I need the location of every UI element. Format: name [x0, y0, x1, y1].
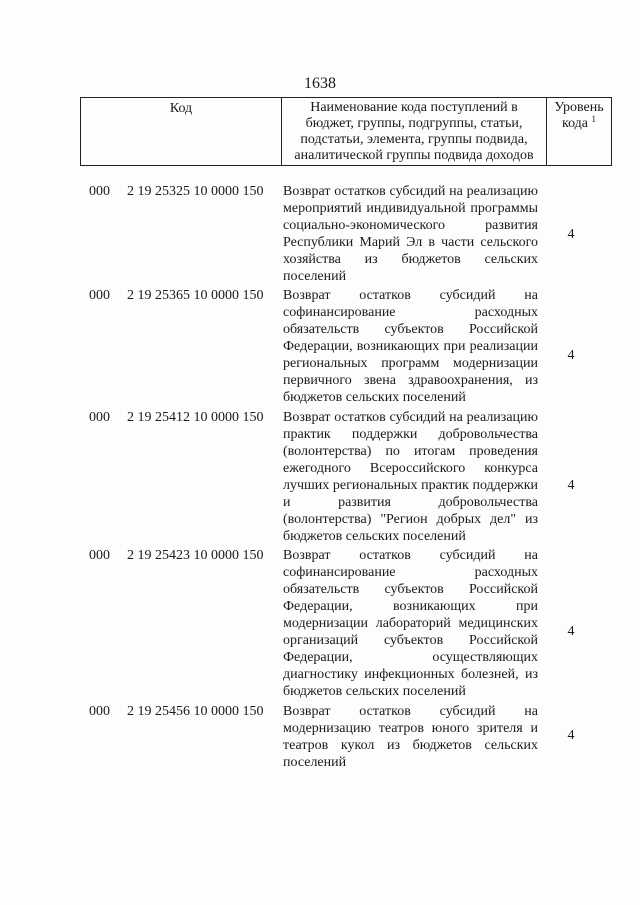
- admin-code: 000: [89, 288, 110, 303]
- revenue-code: 2 19 25412 10 0000 150: [127, 410, 264, 425]
- table-row: [0, 183, 640, 286]
- table-row: [0, 703, 640, 772]
- revenue-code: 2 19 25325 10 0000 150: [127, 184, 264, 199]
- code-list: [0, 183, 640, 772]
- code-level: 4: [567, 348, 575, 363]
- code-description: Возврат остатков субсидий на реализацию мероприятий индивидуальной программы социально-экономического развития Республики Марий Эл в части сельского хозяйства из бюджетов сельских поселений: [283, 184, 538, 284]
- page-number: 1638: [304, 75, 336, 92]
- code-level: 4: [567, 728, 575, 743]
- code-level: 4: [567, 478, 575, 493]
- table-row: [0, 287, 640, 407]
- header-name: Наименование кода поступлений в бюджет, группы, подгруппы, статьи, подстатьи, элемента, группы подвида, аналитической группы подвида доходов: [282, 98, 547, 166]
- header-table: [80, 97, 612, 166]
- table-row: [0, 547, 640, 701]
- code-description: Возврат остатков субсидий на софинансирование расходных обязательств субъектов Российской Федерации, возникающих при модернизации лабораторий медицинских организаций субъектов Российской Федерации, осуществляющих диагностику инфекционных болезней, из бюджетов сельских поселений: [283, 548, 538, 699]
- code-description: Возврат остатков субсидий на софинансирование расходных обязательств субъектов Российской Федерации, возникающих при реализации региональных программ модернизации первичного звена здравоохранения, из бюджетов сельских поселений: [283, 288, 538, 405]
- header-code: Код: [81, 98, 282, 166]
- code-description: Возврат остатков субсидий на реализацию практик поддержки добровольчества (волонтерства) по итогам проведения ежегодного Всероссийского конкурса лучших региональных практик поддержки и развития добровольчества (волонтерства) "Регион добрых дел" из бюджетов сельских поселений: [283, 410, 538, 544]
- header-row: [81, 98, 612, 166]
- header-level: [547, 98, 612, 166]
- admin-code: 000: [89, 704, 110, 719]
- revenue-code: 2 19 25456 10 0000 150: [127, 704, 264, 719]
- admin-code: 000: [89, 184, 110, 199]
- admin-code: 000: [89, 410, 110, 425]
- revenue-code: 2 19 25365 10 0000 150: [127, 288, 264, 303]
- footnote-marker: 1: [591, 114, 597, 124]
- code-level: 4: [567, 227, 575, 242]
- revenue-code: 2 19 25423 10 0000 150: [127, 548, 264, 563]
- code-description: Возврат остатков субсидий на модернизацию театров юного зрителя и театров кукол из бюджетов сельских поселений: [283, 704, 538, 770]
- header-level-label: Уровень кода: [554, 100, 604, 131]
- admin-code: 000: [89, 548, 110, 563]
- table-row: [0, 409, 640, 546]
- code-level: 4: [567, 624, 575, 639]
